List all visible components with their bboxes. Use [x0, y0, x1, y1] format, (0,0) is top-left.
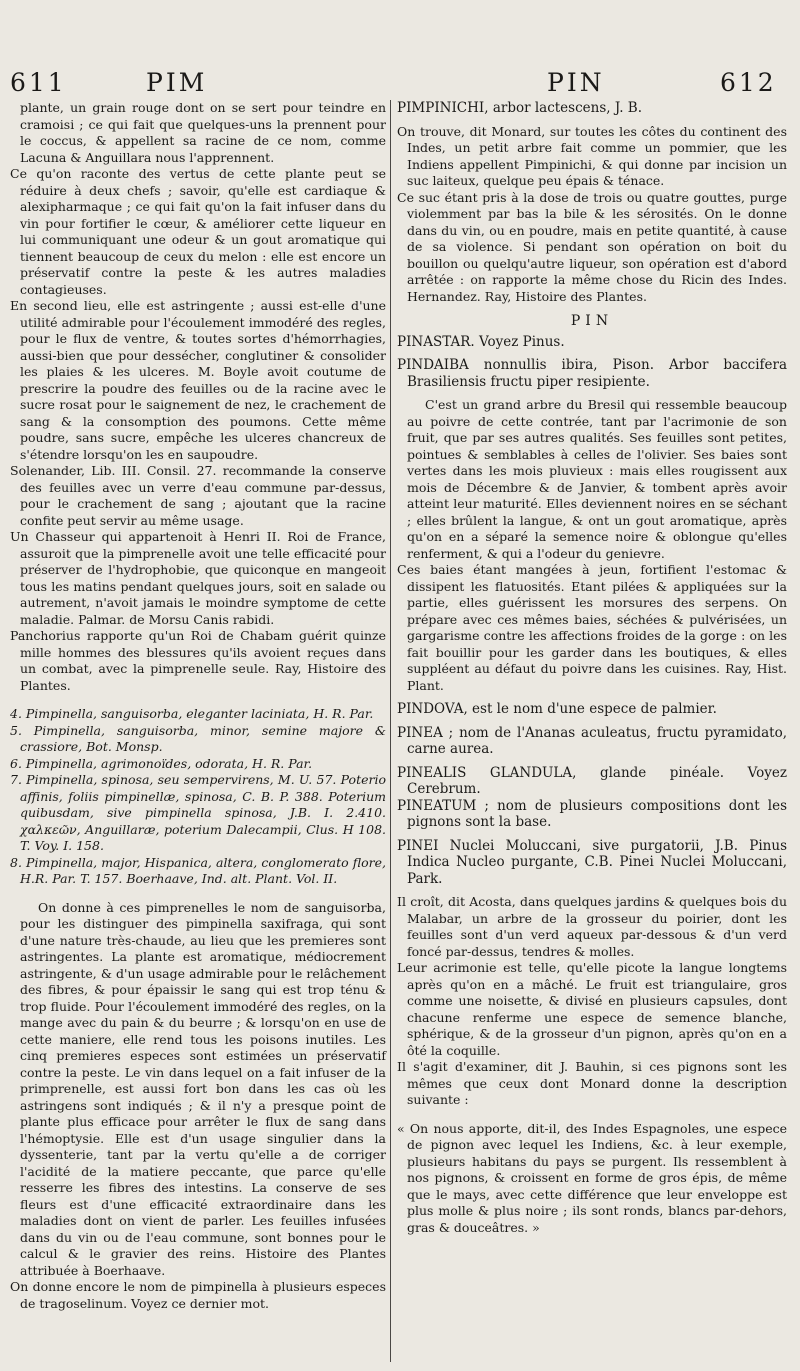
page-number-left: 611: [10, 68, 67, 97]
entry-heading: PINDAIBA nonnullis ibira, Pison. Arbor baccifera Brasiliensis fructu piper resipiente.: [397, 357, 787, 390]
entry-heading: PINDOVA, est le nom d'une espece de palmier.: [397, 701, 717, 717]
entry-heading: PINEA ; nom de l'Ananas aculeatus, fructu pyramidato, carne aurea.: [397, 724, 787, 757]
running-head-left: PIM: [146, 68, 208, 97]
column-divider: [390, 100, 391, 1362]
paragraph: Il croît, dit Acosta, dans quelques jardins & quelques bois du Malabar, un arbre de la grosseur du poirier, dont les feuilles sont d'un verd aqueux par-dessous & d'un verd foncé par-dessus, tendres & molles.: [397, 894, 787, 959]
paragraph: Panchorius rapporte qu'un Roi de Chabam guérit quinze mille hommes des blessures qu'ils avoient reçues dans un combat, avec la pimprenelle seule. Ray, Histoire des Plantes.: [10, 628, 386, 693]
numbered-entry: 7. Pimpinella, spinosa, seu sempervirens, M. U. 57. Poterio affinis, foliis pimpinellæ, spinosa, C. B. P. 388. Poterium quibusdam, sive pimpinella spinosa, J.B. I. 2.410. χαλκεῶν, Anguillaræ, poterium Dalecampii, Clus. H 108. T. Voy. I. 158.: [10, 772, 386, 853]
quotation: [397, 1121, 787, 1237]
page-number-right: 612: [720, 68, 777, 97]
left-column: [10, 100, 386, 1312]
paragraph: Solenander, Lib. III. Consil. 27. recommande la conserve des feuilles avec un verre d'eau commune par-dessus, pour le crachement de sang ; ajoutant que la racine confite peut servir au même usage.: [10, 463, 386, 528]
running-head-right: PIN: [547, 68, 605, 97]
paragraph: En second lieu, elle est astringente ; aussi est-elle d'une utilité admirable pour l'écoulement immodéré des regles, pour le flux de ventre, & toutes sortes d'hémorrhagies, aussi-bien que pour dessécher, conglutiner & consolider les plaies & les ulceres. M. Boyle avoit coutume de prescrire la poudre des feuilles ou de la racine avec le sucre rosat pour le saignement de nez, le crachement de sang & la consomption des poumons. Cette même poudre, sans sucre, empêche les ulceres chancreux de s'étendre lorsqu'on les en saupoudre.: [10, 298, 386, 462]
section-heading: PIN: [570, 313, 614, 329]
quote-text: « On nous apporte, dit-il, des Indes Espagnoles, une espece de pignon avec lequel les Indiens, &c. à leur exemple, plusieurs habitans du pays se purgent. Ils ressemblent à nos pignons, & croissent en forme de gros épis, de même que le mays, avec cette différence que leur enveloppe est plus molle & plus noire ; ils sont ronds, blancs par-dehors, gras & douceâtres. »: [397, 1120, 787, 1235]
paragraph: Ces baies étant mangées à jeun, fortifient l'estomac & dissipent les flatuosités. Etant pilées & appliquées sur la partie, elles guérissent les morsures des serpens. On prépare avec ces mêmes baies, séchées & pulvérisées, un gargarisme contre les affections froides de la gorge : on les fait bouillir pour les garder dans les boutiques, & elles suppléent au défaut du poivre dans les cuisines. Ray, Hist. Plant.: [397, 562, 787, 693]
numbered-entry: 4. Pimpinella, sanguisorba, eleganter laciniata, H. R. Par.: [10, 706, 374, 721]
paragraph: Ce suc étant pris à la dose de trois ou quatre gouttes, purge violemment par bas la bile & les sérosités. On le donne dans du vin, ou en poudre, mais en petite quantité, à cause de sa violence. Si pendant son opération on boit du bouillon ou quelqu'autre liqueur, son opération est d'abord arrêtée : on rapporte la même chose du Ricin des Indes. Hernandez. Ray, Histoire des Plantes.: [397, 189, 787, 304]
paragraph: plante, un grain rouge dont on se sert pour teindre en cramoisi ; ce qui fait que quelques-uns la prennent pour le coccus, & appellent sa racine de ce nom, comme Lacuna & Anguillara nous l'apprennent.: [20, 100, 386, 165]
paragraph: Leur acrimonie est telle, qu'elle picote la langue longtems après qu'on en a mâché. Le fruit est triangulaire, gros comme une noisette, & divisé en plusieurs capsules, dont chacune renferme une espece de semence blanche, sphérique, & de la grosseur d'un pignon, après qu'on en a ôté la coquille.: [397, 960, 787, 1058]
paragraph: Ce qu'on raconte des vertus de cette plante peut se réduire à deux chefs ; savoir, qu'elle est cardiaque & alexipharmaque ; ce qui fait qu'on la fait infuser dans du vin pour fortifier le cœur, & améliorer cette liqueur en lui communiquant une odeur & un gout aromatique qui tiennent beaucoup de ceux du melon : elle est encore un préservatif contre la peste & les autres maladies contagieuses.: [10, 166, 386, 297]
paragraph: Il s'agit d'examiner, dit J. Bauhin, si ces pignons sont les mêmes que ceux dont Monard donne la description suivante :: [397, 1059, 787, 1107]
paragraph: On trouve, dit Monard, sur toutes les côtes du continent des Indes, un petit arbre fait comme un pommier, que les Indiens appellent Pimpinichi, & qui donne par incision un suc laiteux, quelque peu épais & ténace.: [397, 123, 787, 188]
entry-heading: PINEATUM ; nom de plusieurs compositions dont les pignons sont la base.: [397, 797, 787, 830]
numbered-entry: 5. Pimpinella, sanguisorba, minor, semine majore & crassiore, Bot. Monsp.: [10, 722, 386, 754]
paragraph: C'est un grand arbre du Bresil qui ressemble beaucoup au poivre de cette contrée, tant par l'acrimonie de son fruit, que par ses autres qualités. Ses feuilles sont petites, pointues & semblables à celles de l'olivier. Ses baies sont vertes dans les mois pluvieux : mais elles rougissent aux mois de Décembre & de Janvier, & tombent après avoir atteint leur maturité. Elles deviennent noires en se séchant ; elles brûlent la langue, & ont un gout aromatique, après qu'on en a séparé la semence noire & oblongue qu'elles renferment, & qui a l'odeur du genievre.: [407, 397, 787, 561]
paragraph: On donne à ces pimprenelles le nom de sanguisorba, pour les distinguer des pimpinella saxifraga, qui sont d'une nature très-chaude, au lieu que les premieres sont astringentes. La plante est aromatique, médiocrement astringente, & d'un usage admirable pour le relâchement des fibres, & pour épaissir le sang qui est trop ténu & trop fluide. Pour l'écoulement immodéré des regles, on la mange avec du pain & du beurre ; & lorsqu'on en use de cette maniere, elle rend tous les poisons inutiles. Les cinq premieres especes sont estimées un préservatif contre la peste. Le vin dans lequel on a fait infuser de la primprenelle, est aussi fort bon dans les cas où les astringens sont indiqués ; & il n'y a presque point de plante plus efficace pour arrêter le flux de sang dans l'hémoptysie. Elle est d'un usage singulier dans la dyssenterie, tant par la vertu qu'elle a de corriger l'acidité de la matiere peccante, que parce qu'elle resserre les fibres des intestins. La conserve de ses fleurs est d'une efficacité extraordinaire dans les maladies dont on vient de parler. Les feuilles infusées dans du vin ou de l'eau commune, sont bonnes pour le calcul & le gravier des reins. Histoire des Plantes attribuée à Boerhaave.: [20, 899, 386, 1278]
entry-heading: PIMPINICHI, arbor lactescens, J. B.: [397, 100, 643, 116]
numbered-entry: 6. Pimpinella, agrimonoïdes, odorata, H. R. Par.: [10, 755, 313, 771]
paragraph: Un Chasseur qui appartenoit à Henri II. Roi de France, assuroit que la pimprenelle avoit une telle efficacité pour préserver de l'hydrophobie, que quiconque en mangeoit tous les matins pendant quelques jours, soit en salade ou autrement, n'avoit jamais le moindre symptome de cette maladie. Palmar. de Morsu Canis rabidi.: [10, 529, 386, 627]
entry-heading: PINEALIS GLANDULA, glande pinéale. Voyez Cerebrum.: [397, 764, 787, 797]
right-column: [397, 100, 787, 1236]
numbered-entry: 8. Pimpinella, major, Hispanica, altera, conglomerato flore, H.R. Par. T. 157. Boerhaave, Ind. alt. Plant. Vol. II.: [10, 854, 386, 886]
entry-heading: PINEI Nuclei Moluccani, sive purgatorii, J.B. Pinus Indica Nucleo purgante, C.B. Pinei Nuclei Moluccani, Park.: [397, 837, 787, 887]
entry-heading: PINASTAR. Voyez Pinus.: [397, 333, 565, 350]
paragraph: On donne encore le nom de pimpinella à plusieurs especes de tragoselinum. Voyez ce dernier mot.: [10, 1279, 386, 1311]
